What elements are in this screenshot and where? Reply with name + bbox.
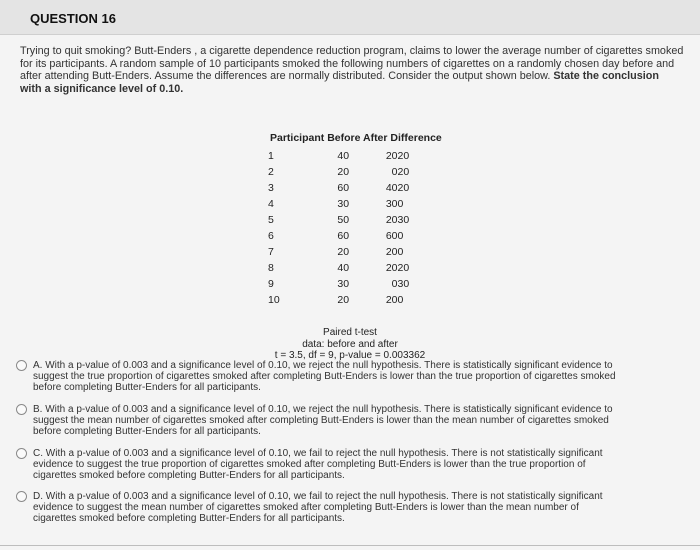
after-cell: 0 (391, 278, 398, 290)
table-row (268, 276, 444, 292)
difference-cell: 20 (397, 150, 410, 162)
option-line (33, 404, 688, 415)
table-row (268, 148, 444, 164)
participant-cell: 6 (268, 230, 274, 242)
prompt-line: Trying to quit smoking? Butt-Enders , a cigarette dependence reduction program, claims to lower the average number of cigarettes smoked (20, 45, 684, 57)
option-line (33, 491, 688, 502)
option-c-radio[interactable] (16, 448, 27, 459)
option-d-text (28, 491, 688, 524)
after-cell: 20 (385, 262, 398, 274)
option-c[interactable] (28, 448, 688, 481)
header-before: Before (327, 132, 361, 144)
before-cell: 60 (337, 230, 350, 242)
participant-cell: 4 (268, 198, 274, 210)
option-line (33, 360, 688, 371)
after-cell: 20 (385, 214, 398, 226)
option-line: evidence to suggest the true proportion of cigarettes smoked after completing Butt-Enders is lower than the true proportion of (33, 459, 586, 470)
option-line: before completing Butter-Enders for all participants. (33, 382, 261, 393)
difference-cell: 0 (397, 230, 404, 242)
data-table (268, 132, 444, 308)
difference-cell: 0 (397, 294, 404, 306)
table-row (268, 244, 444, 260)
participant-cell: 2 (268, 166, 274, 178)
header-difference: Difference (390, 132, 442, 144)
difference-cell: 20 (397, 262, 410, 274)
prompt-instruction-line: with a significance level of 0.10. (20, 82, 184, 95)
option-line (33, 448, 688, 459)
ttest-stat-line: t = 3.5, df = 9, p-value = 0.003362 (274, 350, 426, 361)
option-a[interactable] (28, 360, 688, 393)
difference-cell: 30 (397, 214, 410, 226)
option-b-text (28, 404, 688, 437)
participant-cell: 8 (268, 262, 274, 274)
participant-cell: 10 (268, 294, 280, 306)
table-row (268, 292, 444, 308)
option-letter: A. (33, 360, 43, 371)
option-line: cigarettes smoked before completing Butter-Enders for all participants. (33, 513, 345, 524)
after-cell: 40 (385, 182, 398, 194)
divider (0, 545, 700, 546)
option-letter: C. (33, 448, 43, 459)
option-letter: D. (33, 491, 43, 502)
before-cell: 60 (337, 182, 350, 194)
option-line: evidence to suggest the mean number of cigarettes smoked after completing Butt-Enders is lower than the mean number of (33, 502, 579, 513)
difference-cell: 20 (397, 182, 410, 194)
option-a-radio[interactable] (16, 360, 27, 371)
option-line: suggest the true proportion of cigarettes smoked after completing Butt-Enders is lower than the true proportion of cigarettes smoked (33, 371, 616, 382)
table-header-row (268, 132, 444, 148)
option-line-text: With a p-value of 0.003 and a significance level of 0.10, we fail to reject the null hypothesis. There is not statistically significant (45, 491, 603, 502)
participant-cell: 3 (268, 182, 274, 194)
header-participant: Participant (270, 132, 325, 144)
table-row (268, 196, 444, 212)
option-d-radio[interactable] (16, 491, 27, 502)
before-cell: 30 (337, 198, 350, 210)
after-cell: 20 (385, 246, 398, 258)
participant-cell: 9 (268, 278, 274, 290)
participant-cell: 1 (268, 150, 274, 162)
option-line-text: With a p-value of 0.003 and a significance level of 0.10, we fail to reject the null hypothesis. There is not statistically significant (45, 448, 603, 459)
question-prompt (20, 45, 700, 95)
before-cell: 40 (337, 150, 350, 162)
option-line-text: With a p-value of 0.003 and a significance level of 0.10, we reject the null hypothesis. There is statistically significant evidence to (45, 404, 613, 415)
question-header (0, 0, 700, 35)
participant-cell: 5 (268, 214, 274, 226)
participant-cell: 7 (268, 246, 274, 258)
table-row (268, 180, 444, 196)
ttest-title: Paired t-test (323, 327, 377, 338)
option-line: cigarettes smoked before completing Butter-Enders for all participants. (33, 470, 345, 481)
table-row (268, 228, 444, 244)
difference-cell: 20 (397, 166, 410, 178)
before-cell: 20 (337, 246, 350, 258)
ttest-output (255, 327, 445, 362)
question-title: QUESTION 16 (30, 11, 116, 26)
option-b-radio[interactable] (16, 404, 27, 415)
table-row (268, 164, 444, 180)
option-line: before completing Butter-Enders for all participants. (33, 426, 261, 437)
prompt-instruction: State the conclusion (553, 70, 659, 83)
table-row (268, 212, 444, 228)
option-letter: B. (33, 404, 43, 415)
after-cell: 20 (385, 150, 398, 162)
table-row (268, 260, 444, 276)
difference-cell: 0 (397, 246, 404, 258)
header-after: After (362, 132, 388, 144)
option-line: suggest the mean number of cigarettes smoked after completing Butt-Enders is lower than the mean number of cigarettes smoked (33, 415, 609, 426)
ttest-data-line: data: before and after (302, 338, 398, 350)
before-cell: 50 (337, 214, 350, 226)
prompt-line (20, 70, 700, 83)
difference-cell: 0 (397, 198, 404, 210)
prompt-line: for its participants. A random sample of 10 participants smoked the following numbers of cigarettes on a randomly chosen day before and (20, 57, 675, 70)
after-cell: 60 (385, 230, 398, 242)
option-line-text: With a p-value of 0.003 and a significance level of 0.10, we reject the null hypothesis. There is statistically significant evidence to (45, 360, 613, 371)
prompt-line-text: after attending Butt-Enders. Assume the differences are normally distributed. Consider the output shown below. (20, 70, 551, 83)
before-cell: 20 (337, 294, 350, 306)
table-body (268, 148, 444, 308)
before-cell: 20 (337, 166, 350, 178)
option-d[interactable] (28, 491, 688, 524)
after-cell: 20 (385, 294, 398, 306)
before-cell: 30 (337, 278, 350, 290)
after-cell: 0 (391, 166, 398, 178)
option-b[interactable] (28, 404, 688, 437)
option-a-text (28, 360, 688, 393)
option-c-text (28, 448, 688, 481)
after-cell: 30 (385, 198, 398, 210)
table-header (268, 132, 444, 148)
difference-cell: 30 (397, 278, 410, 290)
before-cell: 40 (337, 262, 350, 274)
